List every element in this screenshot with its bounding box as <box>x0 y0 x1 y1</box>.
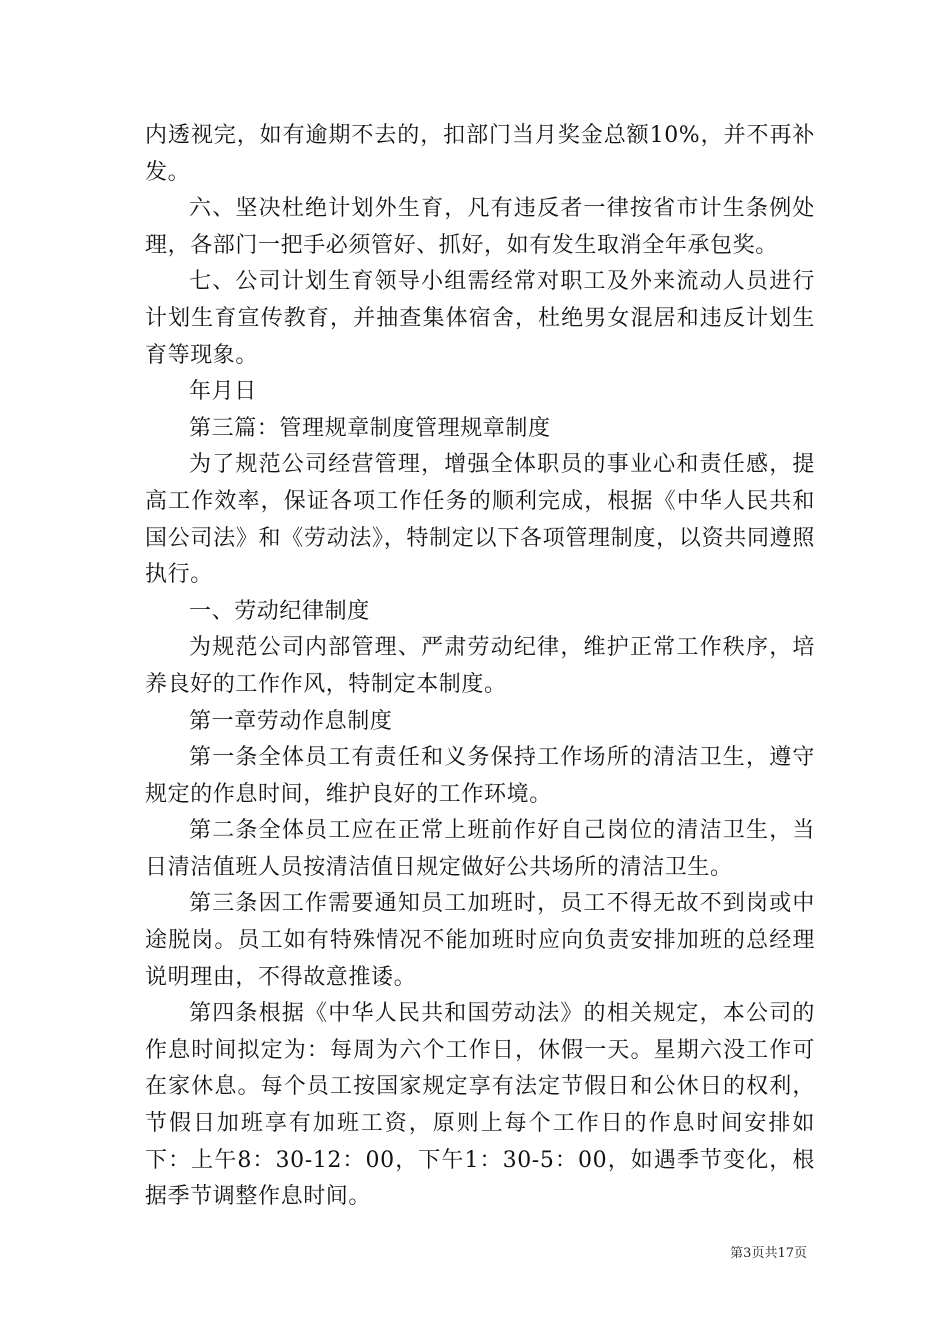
article-four: 第四条根据《中华人民共和国劳动法》的相关规定，本公司的作息时间拟定为：每周为六个工作日，休假一天。星期六没工作可在家休息。每个员工按国家规定享有法定节假日和公休日的权利，节假日加班享有加班工资，原则上每个工作日的作息时间安排如下：上午8：30-12：00，下午1：30-5：00，如遇季节变化，根据季节调整作息时间。 <box>145 1001 815 1210</box>
document-body <box>145 118 815 1216</box>
section-title: 第三篇：管理规章制度管理规章制度 <box>189 415 551 441</box>
paragraph-purpose: 为规范公司内部管理、严肃劳动纪律，维护正常工作秩序，培养良好的工作作风，特制定本制度。 <box>145 635 815 697</box>
paragraph-item-seven: 七、公司计划生育领导小组需经常对职工及外来流动人员进行计划生育宣传教育，并抽查集体宿舍，杜绝男女混居和违反计划生育等现象。 <box>145 269 815 368</box>
chapter-heading: 第一章劳动作息制度 <box>189 708 393 734</box>
article-two: 第二条全体员工应在正常上班前作好自己岗位的清洁卫生，当日清洁值班人员按清洁值日规定做好公共场所的清洁卫生。 <box>145 818 815 880</box>
page-number: 第3页共17页 <box>730 1246 807 1261</box>
date-line: 年月日 <box>189 379 257 405</box>
heading-labor-discipline: 一、劳动纪律制度 <box>189 598 370 624</box>
paragraph-intro: 为了规范公司经营管理，增强全体职员的事业心和责任感，提高工作效率，保证各项工作任务的顺利完成，根据《中华人民共和国公司法》和《劳动法》，特制定以下各项管理制度，以资共同遵照执行。 <box>145 452 815 588</box>
paragraph-continuation: 内透视完，如有逾期不去的，扣部门当月奖金总额10%，并不再补发。 <box>145 123 815 185</box>
paragraph-item-six: 六、坚决杜绝计划外生育，凡有违反者一律按省市计生条例处理，各部门一把手必须管好、抓好，如有发生取消全年承包奖。 <box>145 196 815 258</box>
article-one: 第一条全体员工有责任和义务保持工作场所的清洁卫生，遵守规定的作息时间，维护良好的工作环境。 <box>145 745 815 807</box>
article-three: 第三条因工作需要通知员工加班时，员工不得无故不到岗或中途脱岗。员工如有特殊情况不能加班时应向负责安排加班的总经理说明理由，不得故意推诿。 <box>145 891 815 990</box>
